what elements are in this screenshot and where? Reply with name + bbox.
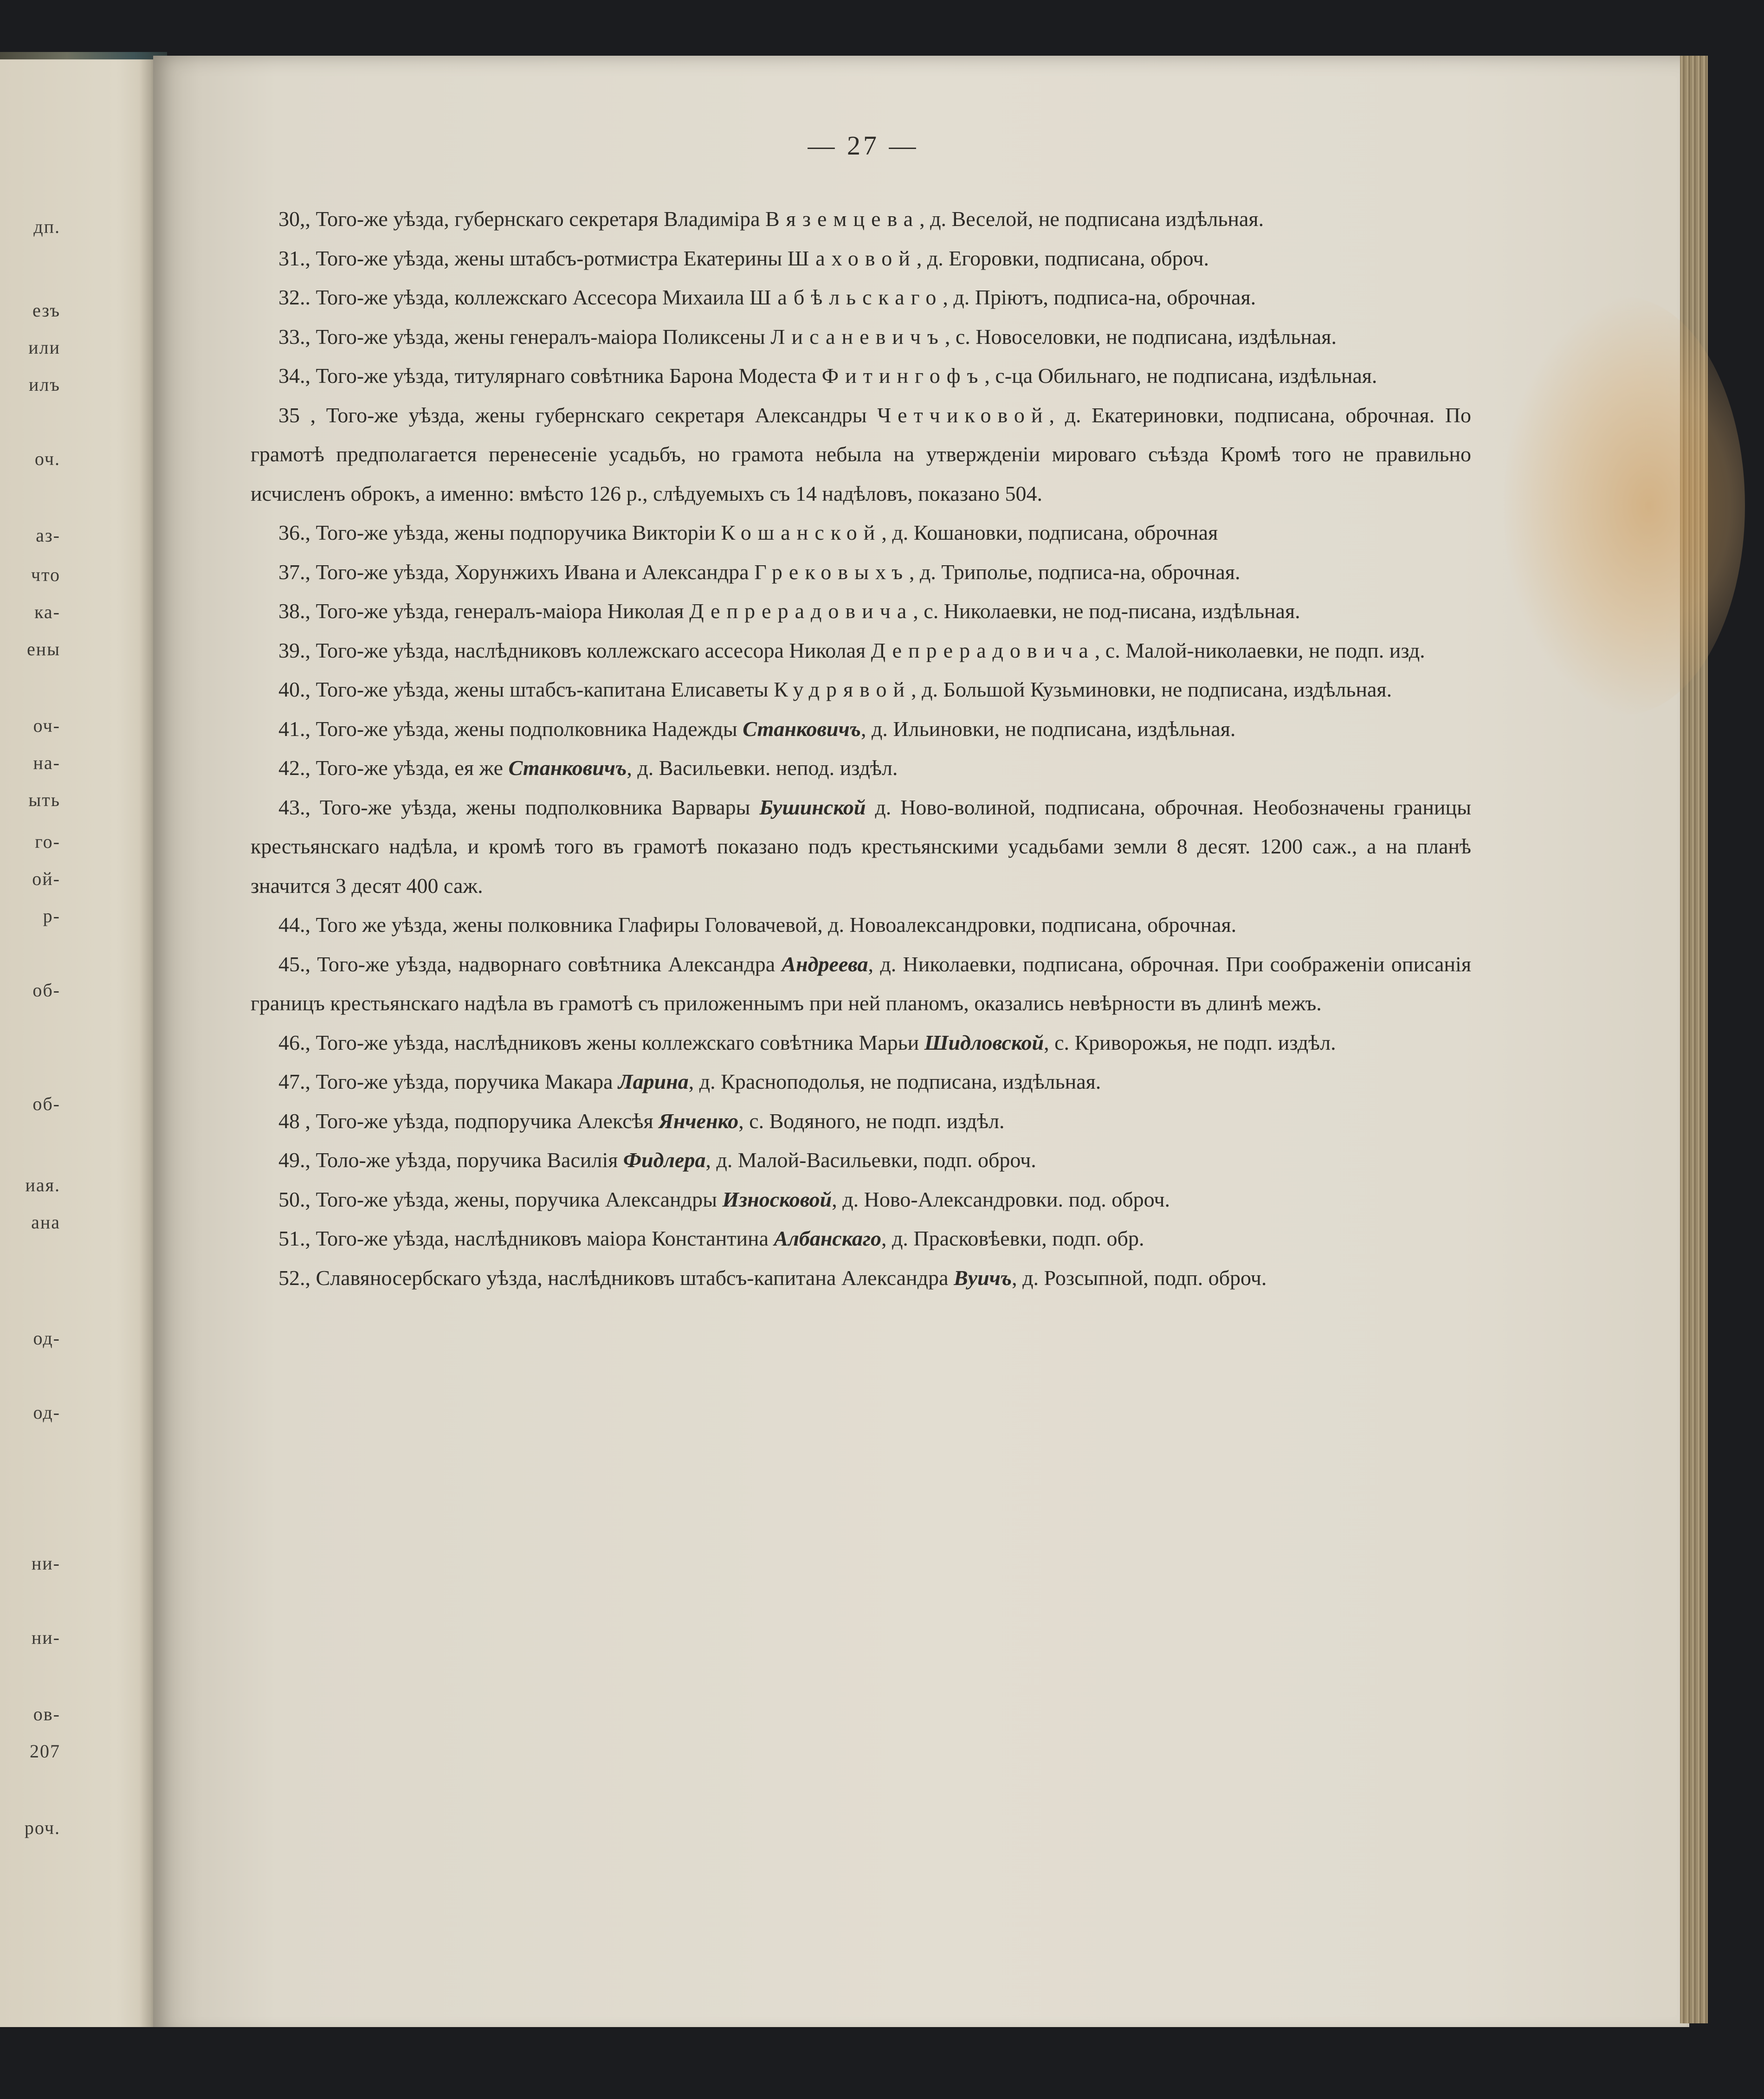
left-page-fragment: оч- <box>33 715 60 736</box>
entry-text: 46., Того-же уѣзда, наслѣдниковъ жены коллежскаго совѣтника Марьи <box>278 1030 924 1054</box>
entry-text: , д. Ильиновки, не подписана, издѣльная. <box>861 717 1236 741</box>
left-page-fragment: 207 <box>30 1741 60 1762</box>
entry-text: 35 , Того-же уѣзда, жены губернскаго секретаря Александры <box>278 403 878 427</box>
entry-surname: Грековыхъ <box>754 560 910 584</box>
entry-surname: Лисаневичъ <box>770 324 945 349</box>
register-entry <box>251 749 1471 788</box>
entry-surname: Шидловской <box>924 1030 1044 1054</box>
entry-text: 42., Того-же уѣзда, ея же <box>278 756 509 780</box>
entry-surname: Фитингофъ <box>821 364 985 388</box>
entry-text: 48 , Того-же уѣзда, подпоручика Алексѣя <box>278 1109 659 1133</box>
entry-text: 32.. Того-же уѣзда, коллежскаго Ассесора Михаила <box>278 285 750 309</box>
left-page-fragment: ана <box>31 1212 60 1233</box>
entry-surname: Станковичъ <box>508 756 627 780</box>
entry-surname: Депрерадовича <box>689 599 913 623</box>
left-page-fragment: илъ <box>28 374 60 395</box>
entry-text: 44., Того же уѣзда, жены полковника Глафиры Головачевой, д. Новоалександровки, подписана, оброчная. <box>278 913 1237 936</box>
register-entry <box>251 356 1471 396</box>
entry-surname: Станковичъ <box>743 717 861 741</box>
entry-surname: Шабѣльскаго <box>750 285 943 309</box>
entry-text: 39., Того-же уѣзда, наслѣдниковъ коллежскаго ассесора Николая <box>278 638 871 662</box>
register-entry <box>251 513 1471 553</box>
left-page-fragment: ов- <box>33 1704 60 1724</box>
register-entry <box>251 1023 1471 1063</box>
entry-text: д. Ново-волиной, подписана, оброчная. Необозначены границы крестьянскаго надѣла, и кромѣ того въ грамотѣ показано подъ крестьянскими усадьбами земли 8 десят. 1200 саж., а на планѣ значится 3 десят 400 саж. <box>251 795 1471 898</box>
left-page-fragment: роч. <box>24 1817 60 1838</box>
left-page-fragment: езъ <box>32 300 60 321</box>
entry-text: 38., Того-же уѣзда, генералъ-маіора Николая <box>278 599 690 623</box>
left-page-fragment: ой- <box>32 868 60 889</box>
register-entry <box>251 553 1471 592</box>
left-page-fragment: р- <box>43 905 60 926</box>
register-entry <box>251 396 1471 514</box>
entry-surname: Андреева <box>782 952 868 976</box>
register-entry <box>251 1259 1471 1298</box>
left-page-fragment: ка- <box>34 601 60 622</box>
entry-text: , д. Триполье, подписа-на, оброчная. <box>909 560 1241 584</box>
entry-surname: Кудрявой <box>774 678 911 701</box>
entry-text: , с. Водяного, не подп. издѣл. <box>738 1109 1005 1133</box>
register-entry <box>251 278 1471 317</box>
entry-surname: Бушинской <box>759 795 866 819</box>
entry-text: , с. Криворожья, не подп. издѣл. <box>1044 1030 1336 1054</box>
register-entry <box>251 1102 1471 1141</box>
entry-text: , д. Прасковѣевки, подп. обр. <box>881 1227 1144 1250</box>
register-entry <box>251 200 1471 239</box>
entry-surname: Четчиковой <box>877 403 1049 427</box>
entry-text: 52., Славяносербскаго уѣзда, наслѣдниковъ штабсъ-капитана Александра <box>278 1266 954 1290</box>
entry-text: 30,, Того-же уѣзда, губернскаго секретаря Владиміра <box>278 207 765 231</box>
left-page-fragment: об- <box>32 1093 60 1114</box>
left-page-fragment: од- <box>33 1328 60 1349</box>
entry-text: 51., Того-же уѣзда, наслѣдниковъ маіора Константина <box>278 1227 774 1250</box>
bottom-edge <box>0 2027 1764 2099</box>
entry-text: , д. Большой Кузьминовки, не подписана, издѣльная. <box>911 678 1392 701</box>
entry-text: , д. Николаевки, подписана, оброчная. При соображеніи описанія границъ крестьянскаго надѣла въ грамотѣ съ приложеннымъ при ней планомъ, оказались невѣрности въ длинѣ межъ. <box>251 952 1471 1015</box>
register-entry <box>251 239 1471 278</box>
left-page-fragment: оч. <box>34 448 60 469</box>
entry-text: , д. Егоровки, подписана, оброч. <box>916 246 1209 270</box>
register-entry <box>251 1180 1471 1220</box>
entry-surname: Шаховой <box>787 246 917 270</box>
entry-text: 34., Того-же уѣзда, титулярнаго совѣтника Барона Модеста <box>278 364 822 388</box>
register-entry <box>251 631 1471 671</box>
left-page-fragment: ыть <box>28 789 60 810</box>
entry-surname: Кошанской <box>721 521 882 544</box>
register-entry <box>251 788 1471 906</box>
entry-text: 36., Того-же уѣзда, жены подпоручика Викторіи <box>278 521 721 544</box>
entry-surname: Депрерадовича <box>871 638 1095 662</box>
entry-text: , с. Николаевки, не под-писана, издѣльная. <box>913 599 1300 623</box>
left-page-fragment: ни- <box>31 1553 60 1574</box>
left-page-fragment: ены <box>26 639 60 659</box>
entry-text: 37., Того-же уѣзда, Хорунжихъ Ивана и Александра <box>278 560 755 584</box>
entry-surname: Вяземцева <box>765 207 920 231</box>
page-number: — 27 — <box>808 130 919 161</box>
left-page-fragment: об- <box>32 980 60 1001</box>
entry-text: 43., Того-же уѣзда, жены подполковника Варвары <box>278 795 760 819</box>
register-entry <box>251 670 1471 710</box>
entry-text: , с. Новоселовки, не подписана, издѣльная. <box>944 324 1337 349</box>
entry-text: , д. Пріютъ, подписа-на, оброчная. <box>943 285 1256 309</box>
entry-text: , с. Малой-николаевки, не подп. изд. <box>1094 638 1425 662</box>
entry-text: 45., Того-же уѣзда, надворнаго совѣтника Александра <box>278 952 782 976</box>
entry-text: , д. Веселой, не подписана издѣльная. <box>919 207 1264 231</box>
entry-text: , д. Екатериновки, подписана, оброчная. По грамотѣ предполагается перенесеніе усадьбъ, но грамота небыла на утвержденіи мироваго съѣзда Кромѣ того не правильно исчисленъ оброкъ, а именно: вмѣсто 126 р., слѣдуемыхъ съ 14 надѣловъ, показано 504. <box>251 403 1471 505</box>
entry-text: , д. Кошановки, подписана, оброчная <box>881 521 1218 544</box>
entry-text: , с-ца Обильнаго, не подписана, издѣльная. <box>984 364 1377 388</box>
register-entry <box>251 592 1471 631</box>
entry-surname: Вуичъ <box>954 1266 1012 1290</box>
entry-text: 41., Того-же уѣзда, жены подполковника Надежды <box>278 717 743 741</box>
register-entry <box>251 945 1471 1023</box>
entry-text: , д. Краснoподолья, не подписана, издѣльная. <box>688 1070 1101 1093</box>
left-page-fragment: что <box>31 564 60 585</box>
entry-text: , д. Ново-Александровки. под. оброч. <box>832 1187 1170 1211</box>
entry-text: 47., Того-же уѣзда, поручика Макара <box>278 1070 619 1093</box>
left-page-fragment: од- <box>33 1402 60 1423</box>
left-page-fragment: дп. <box>33 216 60 237</box>
entry-text: , д. Малой-Васильевки, подп. оброч. <box>705 1148 1036 1172</box>
page-edges <box>1680 56 1708 2023</box>
left-page-fragment: аз- <box>36 525 60 546</box>
entry-surname: Албанскаго <box>774 1227 881 1250</box>
entry-surname: Ларина <box>618 1070 689 1093</box>
register-entry <box>251 1141 1471 1180</box>
left-page-fragment: иая. <box>25 1175 60 1195</box>
page-body-text <box>251 200 1471 1298</box>
entry-text: 49., Толо-же уѣзда, поручика Василія <box>278 1148 623 1172</box>
register-entry <box>251 905 1471 945</box>
entry-text: 31., Того-же уѣзда, жены штабсъ-ротмистра Екатерины <box>278 246 788 270</box>
register-entry <box>251 1062 1471 1102</box>
entry-text: 33., Того-же уѣзда, жены генералъ-маіора Поликсены <box>278 324 771 349</box>
register-entry <box>251 710 1471 749</box>
entry-text: , д. Розсыпной, подп. оброч. <box>1012 1266 1267 1290</box>
register-entry <box>251 317 1471 357</box>
left-page-fragment: на- <box>33 752 60 773</box>
entry-text: 50., Того-же уѣзда, жены, поручика Александры <box>278 1187 723 1211</box>
entry-surname: Износковой <box>722 1187 832 1211</box>
register-entry <box>251 1219 1471 1259</box>
left-page-fragment: ни- <box>31 1627 60 1648</box>
left-page-fragment: го- <box>35 831 60 852</box>
entry-surname: Янченко <box>659 1109 739 1133</box>
entry-text: , д. Васильевки. непод. издѣл. <box>627 756 898 780</box>
left-page-fragment: или <box>28 337 60 358</box>
entry-surname: Фидлера <box>623 1148 706 1172</box>
entry-text: 40., Того-же уѣзда, жены штабсъ-капитана Елисаветы <box>278 678 774 701</box>
